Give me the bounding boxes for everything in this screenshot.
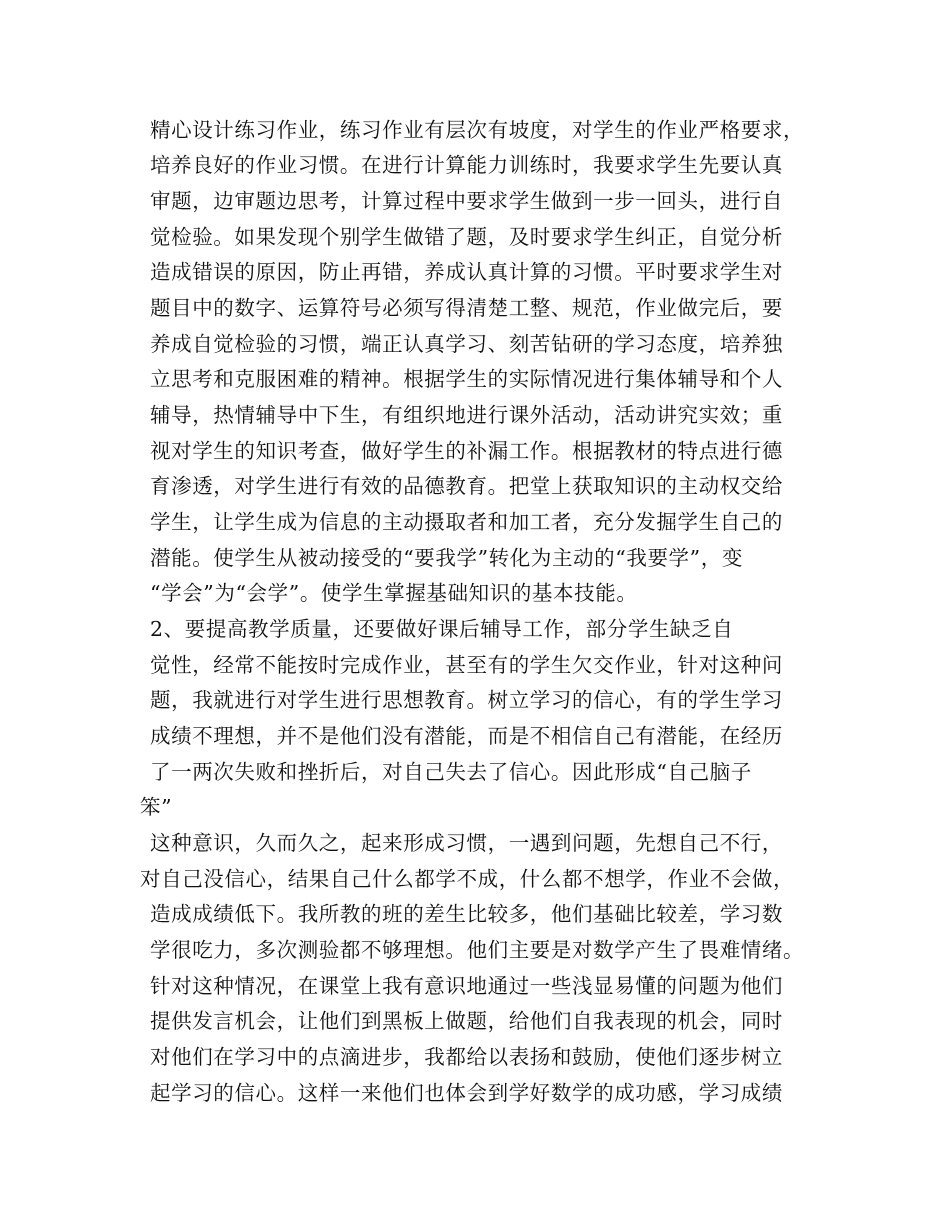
text-line: 辅导，热情辅导中下生，有组织地进行课外活动，活动讲究实效；重 (150, 403, 783, 427)
text-line: 育渗透，对学生进行有效的品德教育。把堂上获取知识的主动权交给 (150, 474, 783, 498)
text-line: 立思考和克服困难的精神。根据学生的实际情况进行集体辅导和个人 (150, 367, 783, 391)
text-line: 学很吃力，多次测验都不够理想。他们主要是对数学产生了畏难情绪。 (150, 938, 805, 962)
text-line: 对自己没信心，结果自己什么都学不成，什么都不想学，作业不会做， (140, 867, 795, 891)
text-line: 题，我就进行对学生进行思想教育。树立学习的信心，有的学生学习 (150, 688, 783, 712)
text-line: 造成成绩低下。我所教的班的差生比较多，他们基础比较差，学习数 (150, 902, 783, 926)
text-line: “学会”为“会学”。使学生掌握基础知识的基本技能。 (150, 581, 638, 605)
text-line: 了一两次失败和挫折后，对自己失去了信心。因此形成“自己脑子 (150, 760, 752, 784)
text-line: 精心设计练习作业，练习作业有层次有坡度，对学生的作业严格要求， (150, 118, 805, 142)
text-line: 审题，边审题边思考，计算过程中要求学生做到一步一回头，进行自 (150, 189, 783, 213)
text-line: 提供发言机会，让他们到黑板上做题，给他们自我表现的机会，同时 (150, 1009, 783, 1033)
text-line: 造成错误的原因，防止再错，养成认真计算的习惯。平时要求学生对 (150, 260, 783, 284)
text-line: 视对学生的知识考查，做好学生的补漏工作。根据教材的特点进行德 (150, 439, 783, 463)
text-line: 对他们在学习中的点滴进步，我都给以表扬和鼓励，使他们逐步树立 (150, 1045, 783, 1069)
text-line: 培养良好的作业习惯。在进行计算能力训练时，我要求学生先要认真 (150, 153, 783, 177)
text-line: 笨” (140, 795, 173, 819)
text-line: 成绩不理想，并不是他们没有潜能，而是不相信自己有潜能，在经历 (150, 724, 783, 748)
text-line: 学生，让学生成为信息的主动摄取者和加工者，充分发掘学生自己的 (150, 510, 783, 534)
text-line: 潜能。使学生从被动接受的“要我学”转化为主动的“我要学”，变 (150, 546, 743, 570)
text-line: 这种意识，久而久之，起来形成习惯，一遇到问题，先想自己不行， (150, 831, 783, 855)
text-line: 觉检验。如果发现个别学生做错了题，及时要求学生纠正，自觉分析 (150, 225, 783, 249)
text-line: 针对这种情况，在课堂上我有意识地通过一些浅显易懂的问题为他们 (150, 974, 783, 998)
text-line: 起学习的信心。这样一来他们也体会到学好数学的成功感，学习成绩 (150, 1081, 783, 1105)
text-line: 题目中的数字、运算符号必须写得清楚工整、规范，作业做完后，要 (150, 296, 783, 320)
text-line: 2、要提高教学质量，还要做好课后辅导工作，部分学生缺乏自 (150, 617, 734, 641)
text-line: 养成自觉检验的习惯，端正认真学习、刻苦钻研的学习态度，培养独 (150, 332, 783, 356)
text-line: 觉性，经常不能按时完成作业，甚至有的学生欠交作业，针对这种问 (150, 653, 783, 677)
